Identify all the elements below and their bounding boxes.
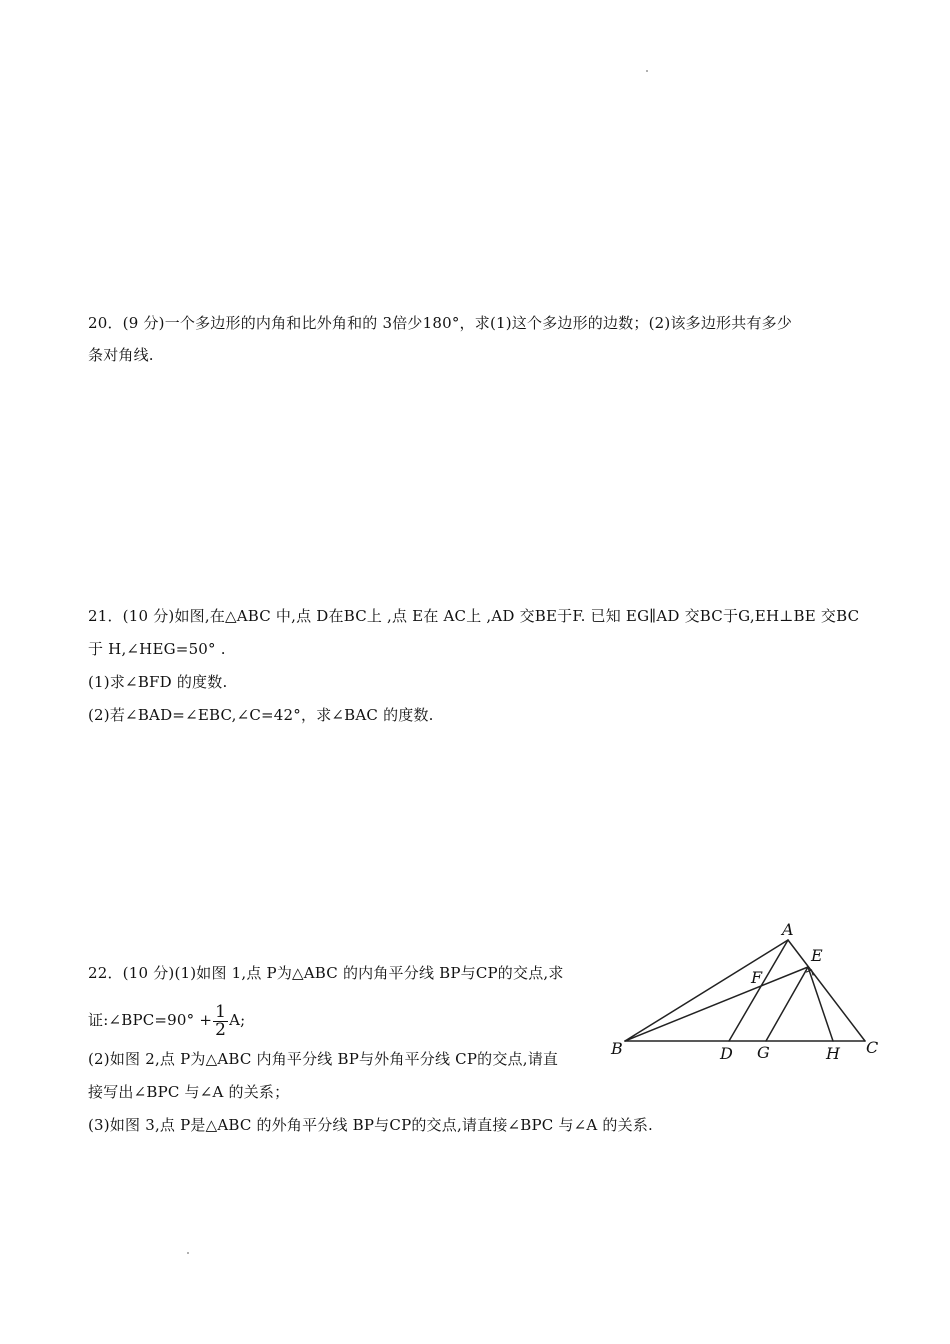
q22-proof-prefix: 证:∠BPC=90° + (88, 1011, 213, 1029)
q22-part-2-line-1: (2)如图 2,点 P为△ABC 内角平分线 BP与外角平分线 CP的交点,请直 (88, 1050, 559, 1068)
label-H: H (826, 1044, 840, 1063)
label-A: A (782, 920, 794, 939)
segment-AC (788, 940, 865, 1041)
q20-line-1: 20．(9 分)一个多边形的内角和比外角和的 3倍少180°，求(1)这个多边形的边数；(2)该多边形共有多少 (88, 314, 793, 332)
one-half-fraction (213, 1001, 228, 1040)
segment-AD (729, 940, 788, 1041)
q22-part-3: (3)如图 3,点 P是△ABC 的外角平分线 BP与CP的交点,请直接∠BPC 与∠A 的关系. (88, 1116, 653, 1134)
q22-line-1: 22．(10 分)(1)如图 1,点 P为△ABC 的内角平分线 BP与CP的交点,求 (88, 964, 564, 982)
q21-part-1: (1)求∠BFD 的度数. (88, 673, 228, 691)
label-E: E (811, 946, 823, 965)
q20-line-2: 条对角线. (88, 346, 154, 364)
q22-line-2 (88, 1000, 245, 1040)
q22-part-2-line-2: 接写出∠BPC 与∠A 的关系； (88, 1083, 290, 1101)
q21-line-2: 于 H,∠HEG=50° . (88, 640, 226, 658)
fraction-denominator: 2 (215, 1019, 227, 1040)
label-C: C (866, 1038, 879, 1057)
q21-part-2: (2)若∠BAD=∠EBC,∠C=42°，求∠BAC 的度数. (88, 706, 434, 724)
fraction-numerator: 1 (215, 1001, 227, 1022)
label-D: D (720, 1044, 733, 1063)
q21-line-1: 21．(10 分)如图,在△ABC 中,点 D在BC上 ,点 E在 AC上 ,AD 交BE于F. 已知 EG∥AD 交BC于G,EH⊥BE 交BC (88, 607, 860, 625)
q22-proof-suffix: A; (229, 1011, 246, 1029)
triangle-figure (605, 920, 905, 1070)
segment-BE (625, 967, 808, 1041)
label-G: G (757, 1043, 770, 1062)
segment-AB (625, 940, 788, 1041)
label-F: F (751, 968, 763, 987)
segment-EG (766, 967, 808, 1041)
label-B: B (611, 1039, 623, 1058)
segment-EH (808, 967, 833, 1041)
speck-bottom (187, 1252, 189, 1254)
speck-top (646, 70, 648, 72)
